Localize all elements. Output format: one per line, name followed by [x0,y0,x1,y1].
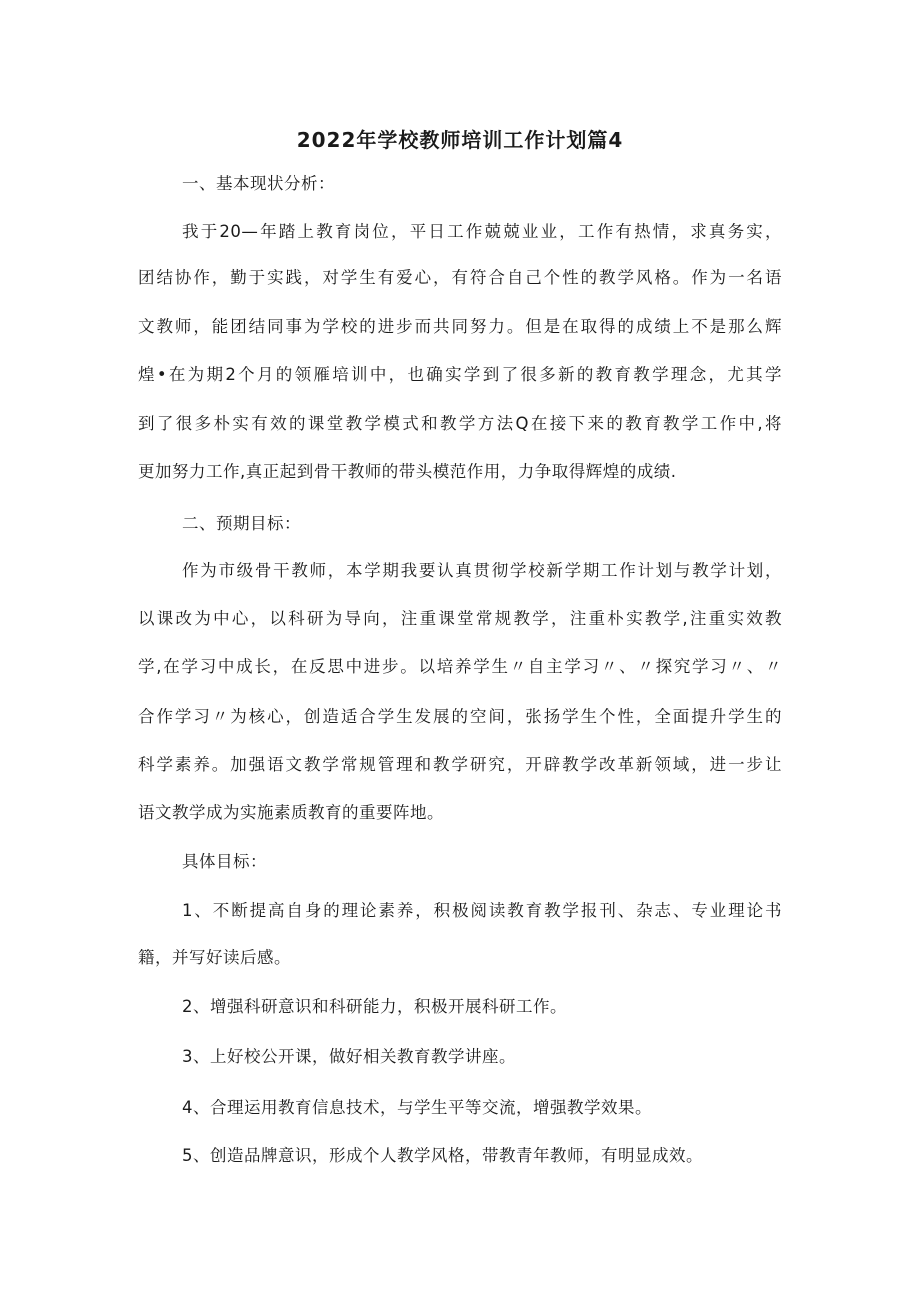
section1-line-6: 更加努力工作,真正起到骨干教师的带头模范作用，力争取得辉煌的成绩. [138,462,677,481]
section1-line-3: 文教师，能团结同事为学校的进步而共同努力。但是在取得的成绩上不是那么辉 [138,317,782,336]
goal-3: 3、上好校公开课，做好相关教育教学讲座。 [182,1047,516,1066]
section1-line-2: 团结协作，勤于实践，对学生有爱心，有符合自己个性的教学风格。作为一名语 [138,268,782,287]
goal-2: 2、增强科研意识和科研能力，积极开展科研工作。 [182,997,567,1016]
section2-heading: 二、预期目标： [182,514,301,533]
section2-line-2: 以课改为中心，以科研为导向，注重课堂常规教学，注重朴实教学,注重实效教 [138,609,782,628]
goal-1-line-1: 1、不断提高自身的理论素养，积极阅读教育教学报刊、杂志、专业理论书 [182,901,782,920]
section2-line-6: 语文教学成为实施素质教育的重要阵地。 [138,803,444,822]
section2-line-4: 合作学习〃为核心，创造适合学生发展的空间，张扬学生个性，全面提升学生的 [138,707,782,726]
section2-line-3: 学,在学习中成长，在反思中进步。以培养学生〃自主学习〃、〃探究学习〃、〃 [138,657,782,676]
section2-line-1: 作为市级骨干教师，本学期我要认真贯彻学校新学期工作计划与教学计划， [182,561,782,580]
section1-line-1: 我于20—年踏上教育岗位，平日工作兢兢业业，工作有热情，求真务实， [182,222,782,241]
goal-5: 5、创造品牌意识，形成个人教学风格，带教青年教师，有明显成效。 [182,1146,703,1165]
goal-1-line-2: 籍，并写好读后感。 [138,948,291,967]
section2-line-5: 科学素养。加强语文教学常规管理和教学研究，开辟教学改革新领域，进一步让 [138,755,782,774]
goal-4: 4、合理运用教育信息技术，与学生平等交流，增强教学效果。 [182,1098,652,1117]
section1-heading: 一、基本现状分析： [182,174,335,193]
section1-line-5: 到了很多朴实有效的课堂教学模式和教学方法Q在接下来的教育教学工作中,将 [138,414,782,433]
goals-heading: 具体目标： [182,852,267,871]
document-title: 2022年学校教师培训工作计划篇4 [296,128,624,152]
section1-line-4: 煌•在为期2个月的领雁培训中，也确实学到了很多新的教育教学理念，尤其学 [138,365,782,384]
